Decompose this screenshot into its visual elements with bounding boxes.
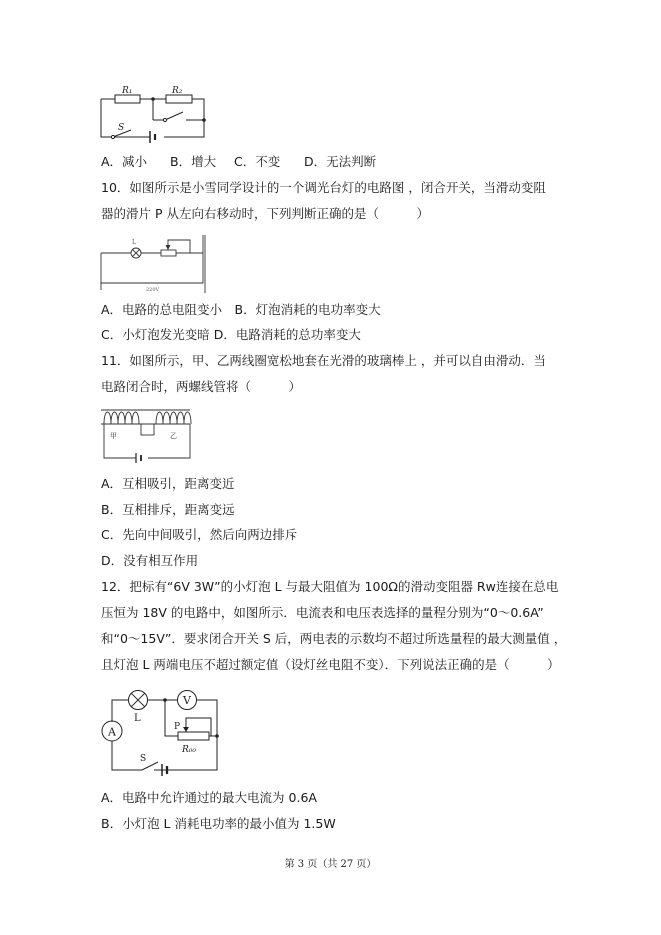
q12-option-b: B．小灯泡 L 消耗电功率的最小值为 1.5W [101,816,336,831]
q11-option-c: C．先向中间吸引，然后向两边排斥 [101,527,298,542]
q11-option-d: D．没有相互作用 [101,553,199,568]
voltmeter [178,691,197,710]
q9-option-d: D．无法判断 [304,154,377,169]
switch [142,762,158,770]
q12-stem-line1: 12．把标有“6V 3W”的小灯泡 L 与最大阻值为 100Ω的滑动变阻器 Rw连接在总电 [101,579,559,594]
page-footer: 第 3 页（共 27 页） [284,859,377,870]
ammeter-label: A [108,725,116,739]
r2-label: R₂ [172,86,183,96]
ammeter [102,721,122,741]
q9-options [101,154,376,170]
q10-lamp-label: L [132,239,136,246]
q12-stem-line3: 和“0～15V”．要求闭合开关 S 后，两电表的示数均不超过所选量程的最大测量值 ， [101,631,567,646]
q10-voltage-label: 220V [146,287,160,293]
q11-option-b: B．互相排斥，距离变远 [101,502,235,517]
s-label: S [118,123,125,133]
lamp-label: L [134,713,141,724]
q9-option-b: B．增大 [170,154,217,169]
coil-yi-label: 乙 [170,432,177,440]
q12-stem-line4: 且灯泡 L 两端电压不超过额定值（设灯丝电阻不变）．下列说法正确的是（ ） [101,657,560,672]
resistor-r1 [115,95,140,103]
lamp [131,248,141,258]
q11-stem-line2: 电路闭合时，两螺线管将（ ） [101,379,302,394]
coil-jia-label: 甲 [110,432,117,440]
q10-options-line1: A．电路的总电阻变小 B．灯泡消耗的电功率变大 [101,302,381,317]
rheostat [178,732,209,740]
switch-label: S [140,754,147,764]
q9-option-a: A．减小 [101,154,148,169]
q10-stem-line2: 器的滑片 P 从左向右移动时，下列判断正确的是（ ） [101,206,429,221]
q12-stem-line2: 压恒为 18V 的电路中，如图所示．电流表和电压表选择的量程分别为“0～0.6A” [101,605,544,620]
rheostat-label: R₀₀ [182,745,196,755]
q9-option-c: C．不变 [234,154,281,169]
q10-options-line2: C．小灯泡发光变暗 D．电路消耗的总功率变大 [101,327,361,342]
q11-option-a: A．互相吸引，距离变近 [101,476,235,491]
r1-label: R₁ [122,86,133,96]
q11-stem-line1: 11．如图所示，甲、乙两线圈宽松地套在光滑的玻璃棒上 ，并可以自由滑动．当 [101,353,546,368]
rheostat [161,250,176,256]
lamp [129,691,148,710]
slider-label: P [174,722,181,732]
voltmeter-label: V [183,694,191,707]
q12-option-a: A．电路中允许通过的最大电流为 0.6A [101,790,317,805]
q10-stem-line1: 10．如图所示是小雪同学设计的一个调光台灯的电路图 ，闭合开关，当滑动变阻 [101,180,546,195]
resistor-r2 [166,95,192,103]
